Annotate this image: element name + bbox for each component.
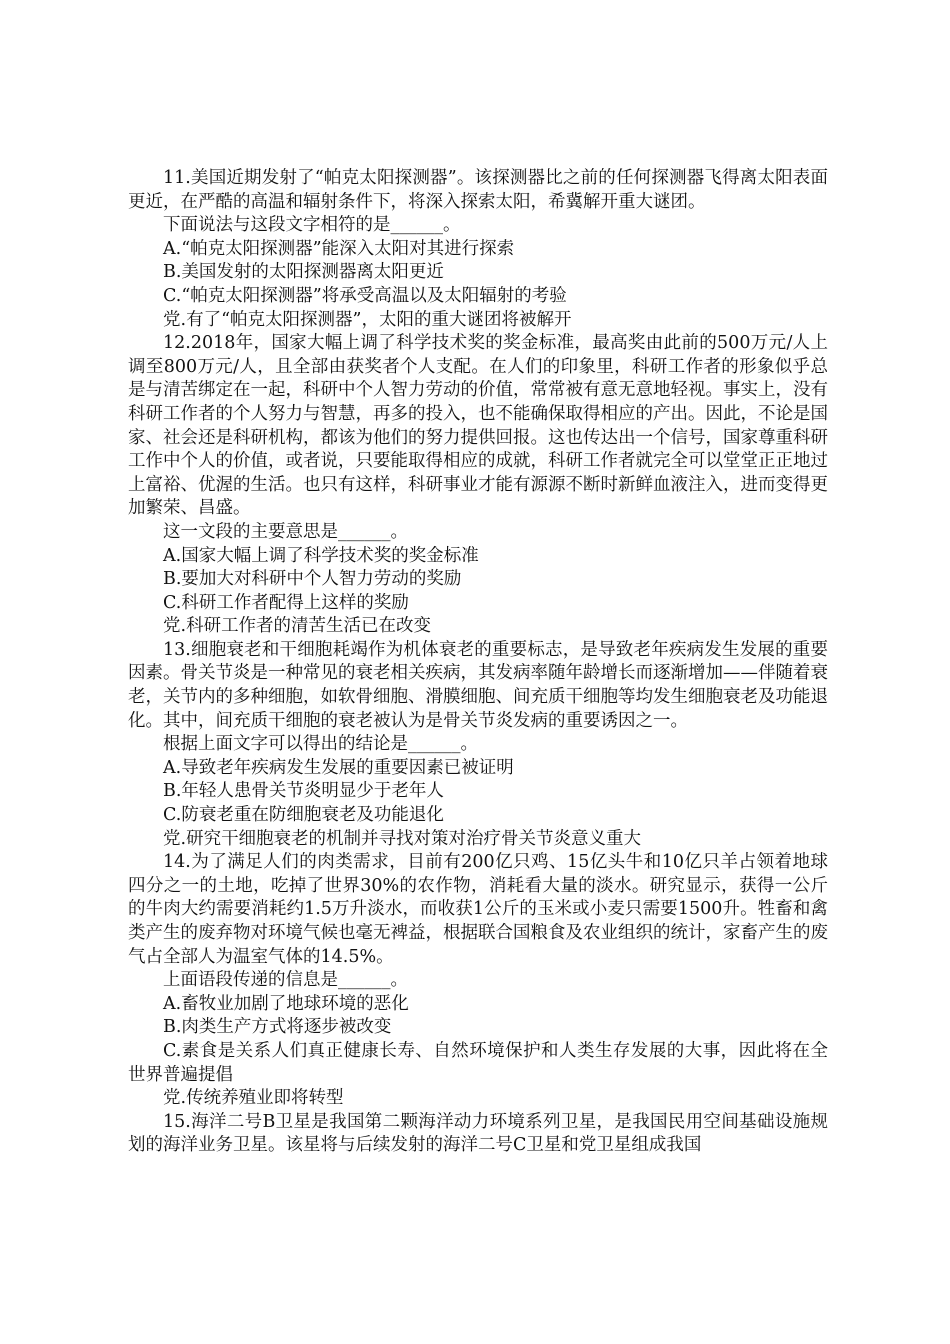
question-14-option-a: A.畜牧业加剧了地球环境的恶化 [163,993,409,1014]
question-12-option-d: 党.科研工作者的清苦生活已在改变 [163,616,432,637]
question-13-option-a: A.导致老年疾病发生发展的重要因素已被证明 [163,757,514,778]
question-11-option-b: B.美国发射的太阳探测器离太阳更近 [163,262,444,283]
question-14-prompt: 上面语段传递的信息是______。 [163,970,408,991]
question-13-stem: 13.细胞衰老和干细胞耗竭作为机体衰老的重要标志，是导致老年疾病发生发展的重要因素。骨关节炎是一种常见的衰老相关疾病，其发病率随年龄增长而逐渐增加——伴随着衰老，关节内的多种细胞，如软骨细胞、滑膜细胞、间充质干细胞等均发生细胞衰老及功能退化。其中，间充质干细胞的衰老被认为是骨关节炎发病的重要诱因之一。 [128,639,828,731]
question-12-prompt: 这一文段的主要意思是______。 [163,521,408,542]
question-11-option-d: 党.有了“帕克太阳探测器”，太阳的重大谜团将被解开 [163,309,572,330]
question-14-option-c: C.素食是关系人们真正健康长寿、自然环境保护和人类生存发展的大事，因此将在全世界普遍提倡 [128,1040,828,1085]
question-13-option-b: B.年轻人患骨关节炎明显少于老年人 [163,781,444,802]
question-12-option-c: C.科研工作者配得上这样的奖励 [163,592,409,613]
document-body [128,167,828,1158]
question-11-stem: 11.美国近期发射了“帕克太阳探测器”。该探测器比之前的任何探测器飞得离太阳表面更近，在严酷的高温和辐射条件下，将深入探索太阳，希冀解开重大谜团。 [128,168,828,212]
question-13-prompt: 根据上面文字可以得出的结论是______。 [163,734,478,755]
question-14-stem: 14.为了满足人们的肉类需求，目前有200亿只鸡、15亿头牛和10亿只羊占领着地球四分之一的土地，吃掉了世界30%的农作物，消耗看大量的淡水。研究显示，获得一公斤的牛肉大约需要消耗约1.5万升淡水，而收获1公斤的玉米或小麦只需要1500升。牲畜和禽类产生的废弃物对环境气候也毫无裨益，根据联合国粮食及农业组织的统计，家畜产生的废气占全部人为温室气体的14.5%。 [128,852,828,967]
question-11-option-c: C.“帕克太阳探测器”将承受高温以及太阳辐射的考验 [163,285,567,306]
question-12-stem: 12.2018年，国家大幅上调了科学技术奖的奖金标准，最高奖由此前的500万元/人上调至800万元/人，且全部由获奖者个人支配。在人们的印象里，科研工作者的形象似乎总是与清苦绑定在一起，科研中个人智力劳动的价值，常常被有意无意地轻视。事实上，没有科研工作者的个人努力与智慧，再多的投入，也不能确保取得相应的产出。因此，不论是国家、社会还是科研机构，都该为他们的努力提供回报。这也传达出一个信号，国家尊重科研工作中个人的价值，或者说，只要能取得相应的成就，科研工作者就完全可以堂堂正正地过上富裕、优渥的生活。也只有这样，科研事业才能有源源不断时新鲜血液注入，进而变得更加繁荣、昌盛。 [128,333,828,519]
question-14-option-d: 党.传统养殖业即将转型 [163,1088,344,1109]
question-15-stem: 15.海洋二号B卫星是我国第二颗海洋动力环境系列卫星，是我国民用空间基础设施规划的海洋业务卫星。该星将与后续发射的海洋二号C卫星和党卫星组成我国 [128,1111,828,1156]
question-11-prompt: 下面说法与这段文字相符的是______。 [163,215,461,236]
question-13-option-d: 党.研究干细胞衰老的机制并寻找对策对治疗骨关节炎意义重大 [163,828,642,849]
question-11-option-a: A.“帕克太阳探测器”能深入太阳对其进行探索 [163,238,515,259]
question-14-option-b: B.肉类生产方式将逐步被改变 [163,1017,392,1038]
question-12-option-b: B.要加大对科研中个人智力劳动的奖励 [163,569,462,590]
question-12-option-a: A.国家大幅上调了科学技术奖的奖金标准 [163,545,479,566]
question-13-option-c: C.防衰老重在防细胞衰老及功能退化 [163,805,444,826]
